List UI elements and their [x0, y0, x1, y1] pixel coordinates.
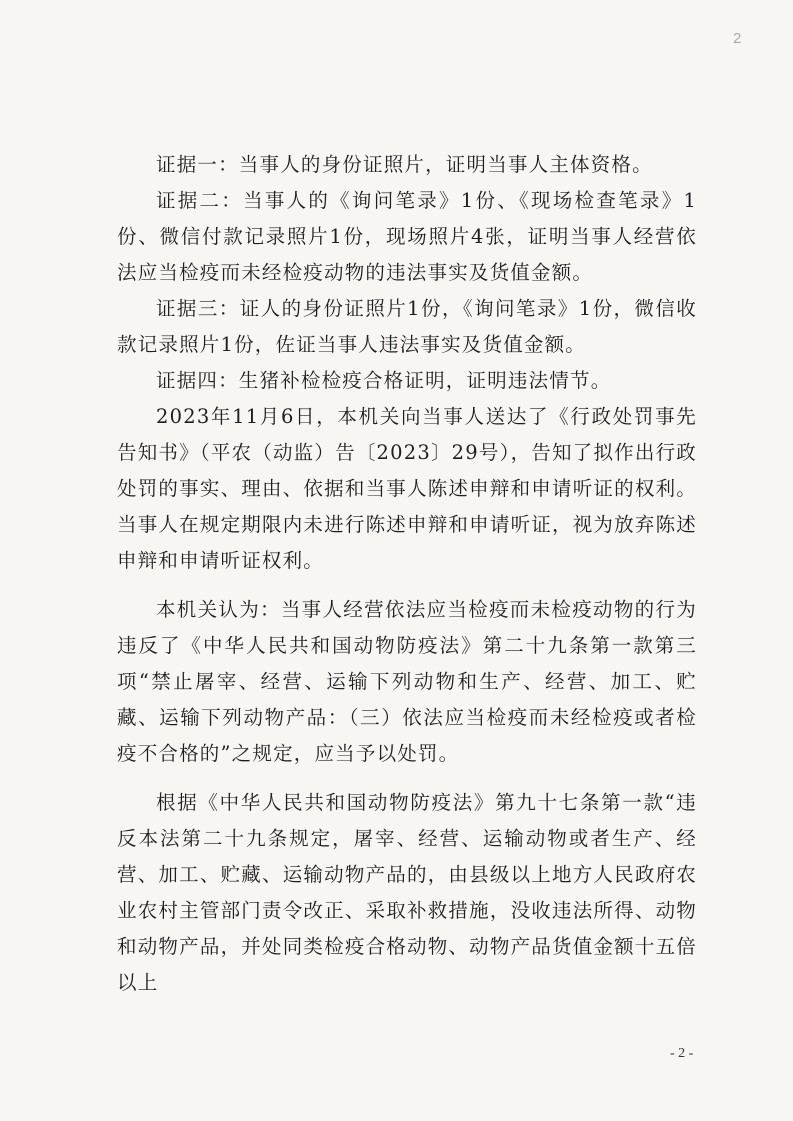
finding-paragraph: 本机关认为：当事人经营依法应当检疫而未检疫动物的行为违反了《中华人民共和国动物防疫法》第二十九条第一款第三项“禁止屠宰、经营、运输下列动物和生产、经营、加工、贮藏、运输下列动物产品：（三）依法应当检疫而未经检疫或者检疫不合格的”之规定，应当予以处罚。	[117, 598, 697, 765]
evidence-three-paragraph: 证据三：证人的身份证照片1份，《询问笔录》1份，微信收款记录照片1份，佐证当事人违法事实及货值金额。	[117, 297, 697, 356]
document-body	[117, 147, 697, 1001]
evidence-one-paragraph: 证据一：当事人的身份证照片，证明当事人主体资格。	[156, 153, 653, 176]
footer-page-number: - 2 -	[670, 1046, 694, 1061]
evidence-four-paragraph: 证据四：生猪补检检疫合格证明，证明违法情节。	[156, 369, 612, 392]
notice-paragraph: 2023年11月6日，本机关向当事人送达了《行政处罚事先告知书》（平农（动监）告〔2023〕29号），告知了拟作出行政处罚的事实、理由、依据和当事人陈述申辩和申请听证的权利。当事人在规定期限内未进行陈述申辩和申请听证，视为放弃陈述申辩和申请听证权利。	[117, 405, 697, 572]
legal-basis-paragraph: 根据《中华人民共和国动物防疫法》第九十七条第一款“违反本法第二十九条规定，屠宰、经营、运输动物或者生产、经营、加工、贮藏、运输动物产品的，由县级以上地方人民政府农业农村主管部门责令改正、采取补救措施，没收违法所得、动物和动物产品，并处同类检疫合格动物、动物产品货值金额十五倍以上	[117, 791, 697, 994]
evidence-two-paragraph: 证据二：当事人的《询问笔录》1份、《现场检查笔录》1份、微信付款记录照片1份，现场照片4张，证明当事人经营依法应当检疫而未经检疫动物的违法事实及货值金额。	[117, 189, 697, 284]
corner-page-number: 2	[733, 30, 742, 47]
